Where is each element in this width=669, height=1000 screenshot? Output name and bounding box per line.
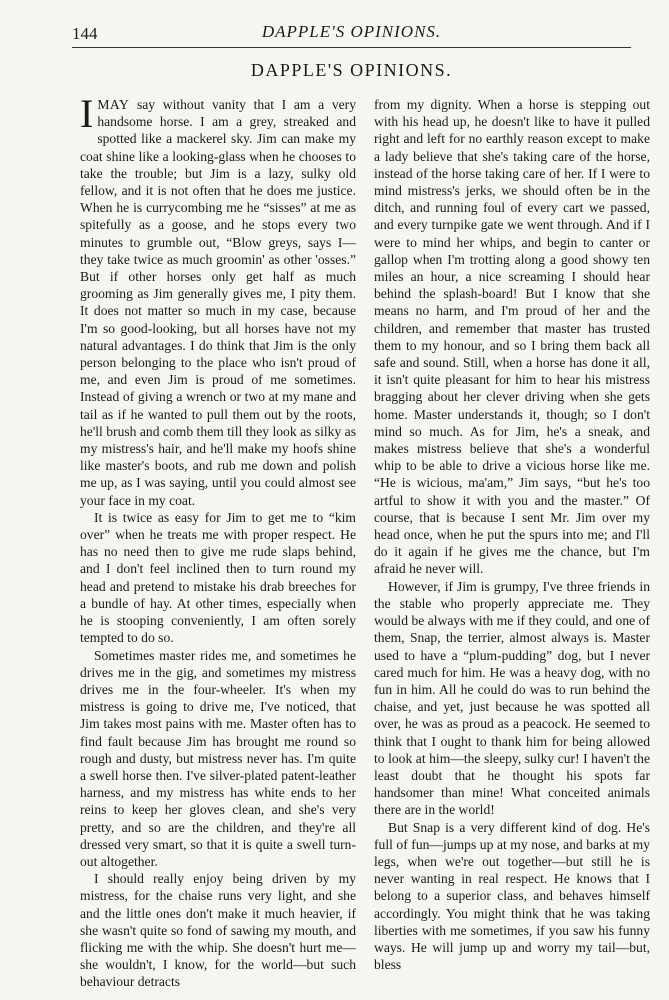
paragraph: from my dignity. When a horse is stepping out with his head up, he doesn't like to have it pulled right and left for no earthly reason except to make a lady believe that she's taking care of the horse, instead of the horse taking care of her. If I were to mind mistress's jerks, we should often be in the ditch, and running foul of every cart we passed, and every turnpike gate we went through. And if I were to mind her whips, and begin to canter or gallop when I'm trotting along a good showy ten miles an hour, a nice screaming I should hear behind the splash-board! But I know that she means no harm, and I'm proud of her and the children, and remember that master has trusted them to my honour, and so I bring them back all safe and sound. Still, when a horse has done it all, it isn't quite pleasant for him to hear his mistress bragging about her clever driving when she gets home. Master understands it, though; so I don't mind so much. As for Jim, he's a sneak, and makes mistress believe that she's a wonderful whip to be able to drive a vicious horse like me. “He is wicious, ma'am,” Jim says, “but he's too artful to show it with you and the master.” Of course, that is because I sent Mr. Jim over my head once, when he put the spurs into me; and I'll do it again if he gives me the chance, but I'm afraid he never will. [374,97,650,577]
paragraph: Sometimes master rides me, and sometimes he drives me in the gig, and sometimes my mistress drives me in the four-wheeler. It's when my mistress is going to drive me, I've noticed, that Jim takes most pains with me. Master often has to find fault because Jim has brought me round so rough and dusty, but mistress never has. I'm quite a swell horse then. I've silver-plated patent-leather harness, and my mistress has white ends to her reins to keep her gloves clean, and she's very pretty, and so are the children, and they're all dressed very smart, so that it is quite a swell turn-out altogether. [80,647,356,869]
page-number: 144 [72,24,98,43]
drop-cap: I [80,96,94,136]
right-column [374,96,650,991]
header-rule [72,47,631,48]
running-title: DAPPLE'S OPINIONS. [261,22,442,41]
paragraph-text: say without vanity that I am a very handsome horse. I am a grey, streaked and spotted like a mackerel sky. Jim can make my coat shine like a looking-glass when he chooses to take the trouble; but Jim is a lazy, sulky old fellow, and it is not often that he does me justice. When he is currycombing me he “sisses” at me as spitefully as a goose, and he stops every two minutes to grumble out, “Blow greys, says I—they take twice as much groomin' as other 'osses.” But if other horses only get half as much grooming as Jim generally gives me, I pity them. It does not matter so much in my case, because I'm so good-looking, but all horses have not my natural advantages. I do think that Jim is the only person belonging to the place who isn't proud of me, and even Jim is proud of me sometimes. Instead of giving a wrench or two at my mane and tail as if he wanted to pull them out by the roots, he'll brush and comb them till they look as silky as my mistress's hair, and he'll make my hoofs shine like master's boots, and rub me down and polish me up, as I was saying, until you could almost see your face in my coat. [80,97,356,508]
text-columns [80,96,650,991]
paragraph: I should really enjoy being driven by my mistress, for the chaise runs very light, and she and the little ones don't make it much heavier, if she wasn't quite so fond of sawing my mouth, and flicking me with the whip. She doesn't hurt me—she wouldn't, I know, for the world—but such behaviour detracts [80,871,356,990]
article-title: DAPPLE'S OPINIONS. [250,60,453,80]
paragraph: It is twice as easy for Jim to get me to “kim over” when he treats me with proper respect. He has no need then to give me rude slaps behind, and I don't feel inclined then to turn round my head and pretend to mistake his drab breeches for a bundle of hay. At other times, especially when he is stooping conveniently, I am often sorely tempted to do so. [80,509,356,646]
left-column [80,96,356,991]
opening-words: MAY [97,97,130,112]
running-header [72,18,631,44]
paragraph [80,96,356,509]
paragraph: But Snap is a very different kind of dog. He's full of fun—jumps up at my nose, and barks at my legs, when we're out together—but still he is never wanting in real respect. He knows that I belong to a superior class, and behaves himself accordingly. You might think that he was taking liberties with me sometimes, if you saw his funny ways. He will jump up and worry my tail—but, bless [374,819,650,973]
paragraph: However, if Jim is grumpy, I've three friends in the stable who properly appreciate me. They would be always with me if they could, and one of them, Snap, the terrier, almost always is. Master used to have a “plum-pudding” dog, but I never cared much for him. He was a heavy dog, with no fun in him. All he could do was to run behind the chaise, and yet, just because he was spotted all over, he was as proud as a peacock. He seemed to think that I ought to thank him for being allowed to look at him—the sleepy, sulky cur! I haven't the least doubt that he thought his spots far handsomer than mine! What conceited animals there are in the world! [374,578,650,818]
